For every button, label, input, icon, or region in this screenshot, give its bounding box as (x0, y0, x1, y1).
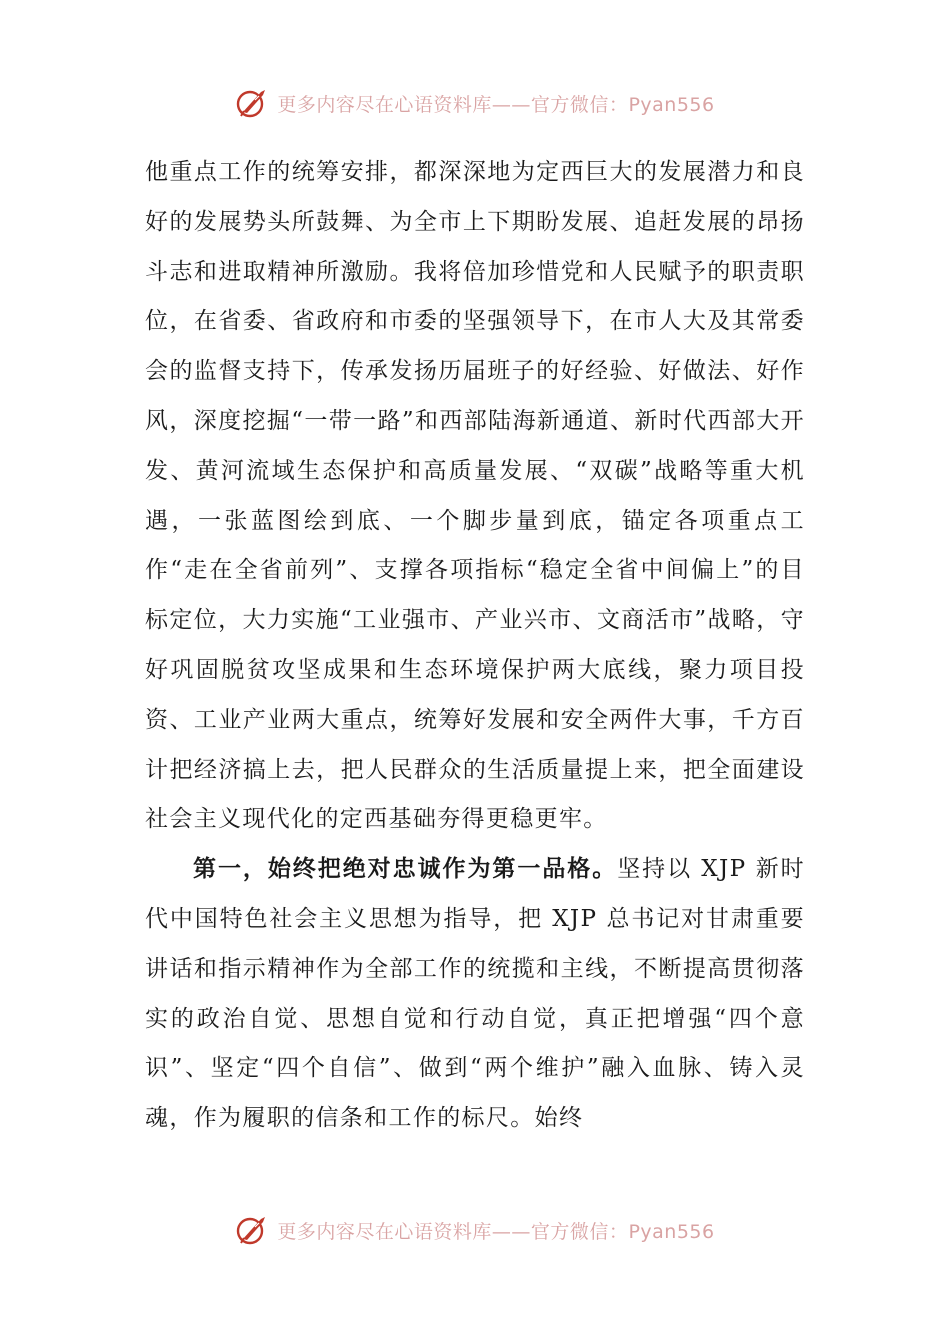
paragraph-first-point (145, 845, 805, 1144)
paragraph-text: 坚持以 XJP 新时代中国特色社会主义思想为指导，把 XJP 总书记对甘肃重要讲话和指示精神作为全部工作的统揽和主线，不断提高贯彻落实的政治自觉、思想自觉和行动自觉，真正把增强“四个意识”、坚定“四个自信”、做到“两个维护”融入血脉、铸入灵魂，作为履职的信条和工作的标尺。始终 (145, 856, 805, 1132)
banner-wechat-id: Pyan556 (628, 1220, 715, 1243)
quill-pen-logo-icon (235, 1213, 269, 1247)
banner-label: 官方微信： (530, 1220, 629, 1243)
banner-dash: —— (491, 93, 531, 116)
footer-watermark-banner (0, 1210, 950, 1250)
quill-pen-logo-icon (235, 86, 269, 120)
document-body (145, 148, 805, 1144)
banner-wechat-id: Pyan556 (628, 93, 715, 116)
banner-main-text: 更多内容尽在心语资料库 (277, 1220, 492, 1243)
banner-text (277, 1217, 714, 1244)
banner-text (277, 90, 714, 117)
banner-dash: —— (491, 1220, 531, 1243)
paragraph-continued: 他重点工作的统筹安排，都深深地为定西巨大的发展潜力和良好的发展势头所鼓舞、为全市上下期盼发展、追赶发展的昂扬斗志和进取精神所激励。我将倍加珍惜党和人民赋予的职责职位，在省委、省政府和市委的坚强领导下，在市人大及其常委会的监督支持下，传承发扬历届班子的好经验、好做法、好作风，深度挖掘“一带一路”和西部陆海新通道、新时代西部大开发、黄河流域生态保护和高质量发展、“双碳”战略等重大机遇，一张蓝图绘到底、一个脚步量到底，锚定各项重点工作“走在全省前列”、支撑各项指标“稳定全省中间偏上”的目标定位，大力实施“工业强市、产业兴市、文商活市”战略，守好巩固脱贫攻坚成果和生态环境保护两大底线，聚力项目投资、工业产业两大重点，统筹好发展和安全两件大事，千方百计把经济搞上去，把人民群众的生活质量提上来，把全面建设社会主义现代化的定西基础夯得更稳更牢。 (145, 159, 805, 833)
banner-label: 官方微信： (530, 93, 629, 116)
paragraph-heading: 第一，始终把绝对忠诚作为第一品格。 (193, 856, 618, 883)
banner-main-text: 更多内容尽在心语资料库 (277, 93, 492, 116)
header-watermark-banner (0, 83, 950, 123)
